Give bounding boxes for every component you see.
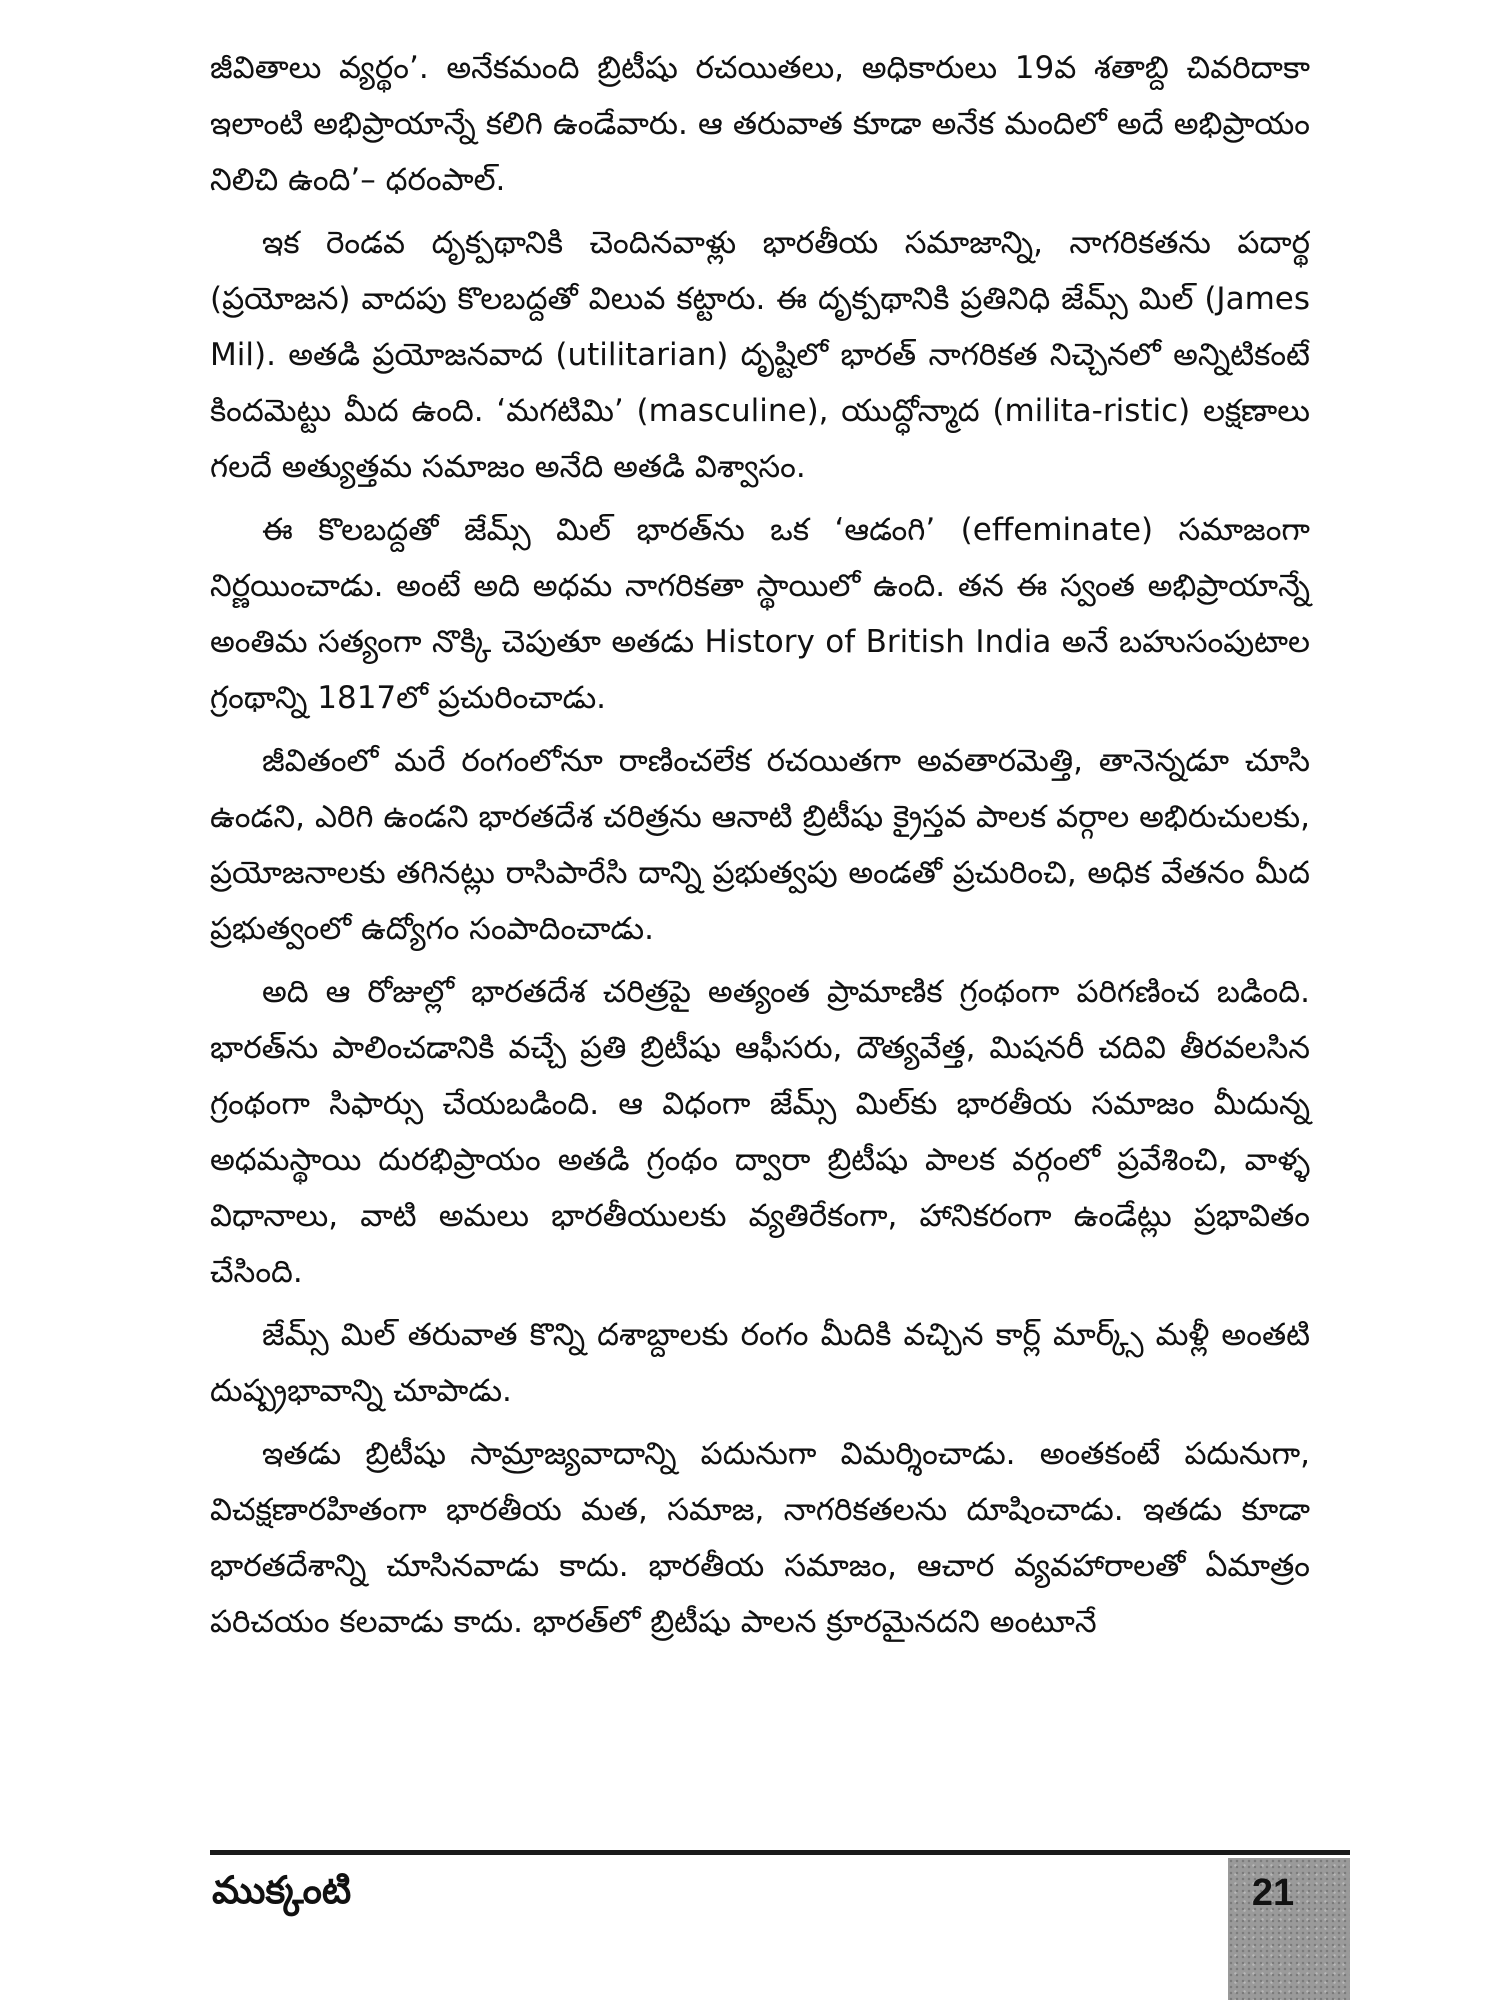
paragraph-2: ఇక రెండవ దృక్పథానికి చెందినవాళ్లు భారతీయ సమాజాన్ని, నాగరికతను పదార్థ (ప్రయోజన) వాదపు కొలబద్దతో విలువ కట్టారు. ఈ దృక్పథానికి ప్రతినిధి జేమ్స్ మిల్ (James Mil). అతడి ప్రయోజనవాద (utilitarian) దృష్టిలో భారత్ నాగరికత నిచ్చెనలో అన్నిటికంటే కిందమెట్టు మీద ఉంది. ‘మగటిమి’ (masculine), యుద్ధోన్మాద (milita-ristic) లక్షణాలు గలదే అత్యుత్తమ సమాజం అనేది అతడి విశ్వాసం. (210, 225, 1310, 485)
paragraph-3: ఈ కొలబద్దతో జేమ్స్ మిల్ భారత్‌ను ఒక ‘ఆడంగి’ (effeminate) సమాజంగా నిర్ణయించాడు. అంటే అది అధమ నాగరికతా స్థాయిలో ఉంది. తన ఈ స్వంత అభిప్రాయాన్నే అంతిమ సత్యంగా నొక్కి చెపుతూ అతడు History of British India అనే బహుసంపుటాల గ్రంథాన్ని 1817లో ప్రచురించాడు. (210, 512, 1310, 716)
paragraph-1: జీవితాలు వ్యర్థం’. అనేకమంది బ్రిటీషు రచయితలు, అధికారులు 19వ శతాబ్ది చివరిదాకా ఇలాంటి అభిప్రాయాన్నే కలిగి ఉండేవారు. ఆ తరువాత కూడా అనేక మందిలో అదే అభిప్రాయం నిలిచి ఉంది’– ధరంపాల్. (210, 50, 1310, 198)
paragraph-6: జేమ్స్ మిల్ తరువాత కొన్ని దశాబ్దాలకు రంగం మీదికి వచ్చిన కార్ల్ మార్క్స్ మళ్లీ అంతటి దుష్ప్రభావాన్ని చూపాడు. (210, 1317, 1310, 1409)
page-number: 21 (1251, 1872, 1295, 1914)
footer-divider (210, 1850, 1350, 1855)
paragraph-4: జీవితంలో మరే రంగంలోనూ రాణించలేక రచయితగా అవతారమెత్తి, తానెన్నడూ చూసి ఉండని, ఎరిగి ఉండని భారతదేశ చరిత్రను ఆనాటి బ్రిటీషు క్రైస్తవ పాలక వర్గాల అభిరుచులకు, ప్రయోజనాలకు తగినట్లు రాసిపారేసి దాన్ని ప్రభుత్వపు అండతో ప్రచురించి, అధిక వేతనం మీద ప్రభుత్వంలో ఉద్యోగం సంపాదించాడు. (210, 743, 1310, 947)
paragraph-7: ఇతడు బ్రిటీషు సామ్రాజ్యవాదాన్ని పదునుగా విమర్శించాడు. అంతకంటే పదునుగా, విచక్షణారహితంగా భారతీయ మత, సమాజ, నాగరికతలను దూషించాడు. ఇతడు కూడా భారతదేశాన్ని చూసినవాడు కాదు. భారతీయ సమాజం, ఆచార వ్యవహారాలతో ఏమాత్రం పరిచయం కలవాడు కాదు. భారత్‌లో బ్రిటీషు పాలన క్రూరమైనదని అంటూనే (210, 1436, 1310, 1640)
paragraph-5: అది ఆ రోజుల్లో భారతదేశ చరిత్రపై అత్యంత ప్రామాణిక గ్రంథంగా పరిగణించ బడింది. భారత్‌ను పాలించడానికి వచ్చే ప్రతి బ్రిటీషు ఆఫీసరు, దౌత్యవేత్త, మిషనరీ చదివి తీరవలసిన గ్రంథంగా సిఫార్సు చేయబడింది. ఆ విధంగా జేమ్స్ మిల్‌కు భారతీయ సమాజం మీదున్న అధమస్థాయి దురభిప్రాయం అతడి గ్రంథం ద్వారా బ్రిటీషు పాలక వర్గంలో ప్రవేశించి, వాళ్ళ విధానాలు, వాటి అమలు భారతీయులకు వ్యతిరేకంగా, హానికరంగా ఉండేట్లు ప్రభావితం చేసింది. (210, 974, 1310, 1290)
footer-book-title: ముక్కంటి (212, 1868, 352, 1912)
page-body-text (210, 40, 1310, 1657)
